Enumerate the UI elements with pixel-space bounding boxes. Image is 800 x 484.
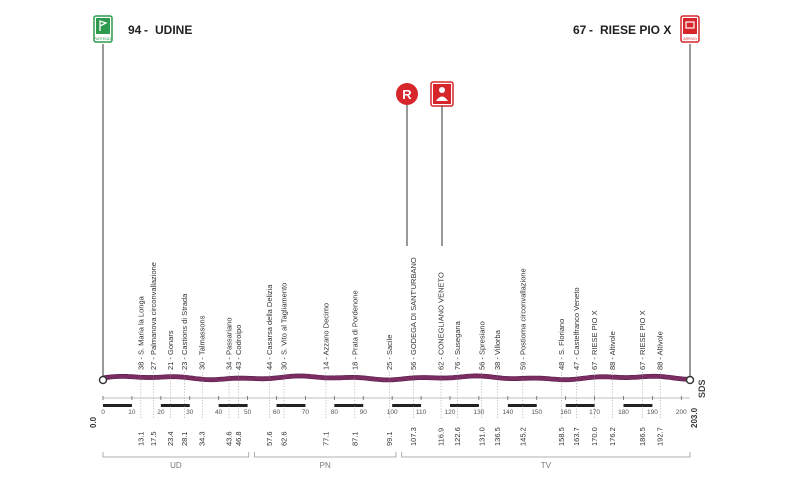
waypoint-km-label: 170.0	[590, 427, 600, 446]
svg-text:-: -	[589, 23, 593, 37]
axis-tick-label: 20	[157, 409, 165, 416]
axis-tick-label: 70	[301, 409, 310, 416]
waypoint-km-label: 186.5	[637, 427, 647, 446]
axis-tick-label: 140	[502, 409, 514, 416]
province-bracket	[103, 452, 249, 457]
waypoint-km-label: 34.3	[197, 431, 207, 446]
side-label: SDS	[697, 379, 707, 398]
axis-tick-label: 110	[415, 409, 427, 416]
waypoint-label: 21 - Gonars	[166, 330, 176, 370]
waypoint-km-label: 87.1	[350, 431, 360, 446]
waypoint-km-label: 13.1	[136, 431, 146, 446]
waypoint-km-label: 17.5	[149, 431, 159, 446]
axis-scale-segment	[392, 404, 421, 407]
start-badge-label: PARTENZA	[93, 37, 113, 41]
waypoint-km-label: 145.2	[518, 427, 528, 446]
axis-tick-label: 50	[243, 409, 252, 416]
marker-r-symbol: R	[402, 87, 412, 102]
waypoint-label: 14 - Azzano Decimo	[321, 302, 331, 370]
finish-town: RIESE PIO X	[600, 23, 672, 37]
waypoint-label: 59 - Postioma circonvallazione	[518, 268, 528, 370]
waypoint-km-label: 28.1	[179, 431, 189, 446]
start-badge	[94, 16, 113, 42]
finish-badge	[681, 16, 699, 42]
waypoint-labels	[136, 257, 664, 418]
waypoint-label: 18 - Prata di Pordenone	[350, 290, 360, 370]
axis-tick-label: 160	[560, 409, 572, 416]
start-km-label: 0.0	[89, 416, 98, 428]
province-label: PN	[319, 461, 331, 470]
waypoint-label: 88 - Altivole	[655, 331, 665, 370]
waypoint-km-label: 122.6	[453, 427, 463, 446]
waypoint-label: 38 - S. Maria la Longa	[136, 296, 146, 370]
axis-tick-label: 10	[128, 409, 136, 416]
waypoint-km-label: 107.3	[408, 427, 418, 446]
distance-axis	[101, 396, 690, 416]
flag-icon	[96, 18, 110, 34]
waypoint-km-label: 77.1	[321, 431, 331, 446]
waypoint-km-label: 43.6	[224, 431, 234, 446]
finish-km-label: 203.0	[690, 407, 699, 428]
start-town: UDINE	[155, 23, 193, 37]
waypoint-km-label: 46.8	[233, 431, 243, 446]
waypoint-label: 30 - S. Vito al Tagliamento	[279, 282, 289, 370]
elevation-band	[103, 374, 690, 382]
start-dot	[100, 377, 107, 384]
waypoint-label: 38 - Villorba	[493, 330, 503, 370]
waypoint-km-label: 99.1	[385, 431, 395, 446]
waypoint-km-label: 176.2	[608, 427, 618, 446]
waypoint-label: 76 - Susegana	[453, 321, 463, 370]
waypoint-km-label: 192.7	[655, 427, 665, 446]
axis-tick-label: 170	[589, 409, 601, 416]
axis-scale-segment	[623, 404, 652, 407]
waypoint-label: 62 - CONEGLIANO VENETO	[436, 272, 446, 370]
waypoint-label: 48 - S. Floriano	[556, 318, 566, 370]
axis-tick-label: 200	[675, 409, 687, 416]
waypoint-label: 25 - Sacile	[385, 334, 395, 370]
waypoint-km-label: 131.0	[477, 427, 487, 446]
waypoint-km-labels	[136, 427, 664, 446]
finish-badge-label: ARRIVO	[683, 37, 697, 41]
finish-number: 67	[573, 23, 587, 37]
finish-dot	[687, 377, 694, 384]
waypoint-label: 56 - GODEGA DI SANT'URBANO	[408, 257, 418, 370]
svg-text:-: -	[144, 23, 148, 37]
marker-sprint	[431, 82, 453, 106]
province-bracket	[255, 452, 396, 457]
waypoint-km-label: 136.5	[493, 427, 503, 446]
waypoint-label: 30 - Talmassons	[197, 315, 207, 370]
axis-tick-label: 90	[359, 409, 367, 416]
axis-scale-segment	[103, 404, 132, 407]
axis-tick-label: 190	[646, 409, 658, 416]
axis-tick-label: 40	[215, 409, 223, 416]
axis-tick-label: 30	[186, 409, 194, 416]
province-label: UD	[170, 461, 182, 470]
axis-tick-label: 150	[531, 409, 543, 416]
waypoint-km-label: 57.6	[265, 431, 275, 446]
axis-tick-label: 0	[101, 409, 105, 416]
axis-tick-label: 120	[444, 409, 456, 416]
waypoint-km-label: 158.5	[556, 427, 566, 446]
waypoint-label: 27 - Palmanova circonvallazione	[149, 262, 159, 370]
start-number: 94	[128, 23, 142, 37]
waypoint-km-label: 62.6	[279, 431, 289, 446]
axis-scale-segment	[334, 404, 363, 407]
waypoint-label: 23 - Castions di Strada	[179, 293, 189, 370]
axis-tick-label: 60	[272, 409, 281, 416]
elevation-profile	[100, 374, 694, 384]
axis-tick-label: 80	[330, 409, 338, 416]
axis-tick-label: 180	[618, 409, 629, 416]
axis-scale-segment	[161, 404, 190, 407]
waypoint-label: 67 - RIESE PIO X	[590, 310, 600, 370]
waypoint-km-label: 116.9	[436, 427, 446, 446]
province-brackets	[103, 452, 690, 470]
axis-scale-segment	[276, 404, 305, 407]
waypoint-label: 34 - Passariano	[224, 317, 234, 370]
axis-scale-segment	[566, 404, 595, 407]
waypoint-label: 56 - Spresiano	[477, 321, 487, 370]
axis-scale-segment	[219, 404, 248, 407]
province-bracket	[402, 452, 690, 457]
axis-scale-segment	[508, 404, 537, 407]
province-label: TV	[540, 461, 551, 470]
waypoint-label: 67 - RIESE PIO X	[637, 310, 647, 370]
sprint-glyph-head	[439, 87, 445, 93]
waypoint-label: 43 - Codroipo	[233, 324, 243, 370]
waypoint-km-label: 23.4	[166, 431, 176, 446]
waypoint-label: 47 - Castelfranco Veneto	[571, 287, 581, 370]
marker-r	[396, 83, 418, 105]
axis-scale-segment	[450, 404, 479, 407]
waypoint-label: 88 - Altivole	[608, 331, 618, 370]
waypoint-label: 44 - Casarsa della Delizia	[265, 284, 275, 370]
axis-tick-label: 130	[473, 409, 485, 416]
waypoint-km-label: 163.7	[571, 427, 581, 446]
finish-line-icon	[683, 18, 697, 34]
axis-tick-label: 100	[386, 409, 398, 416]
